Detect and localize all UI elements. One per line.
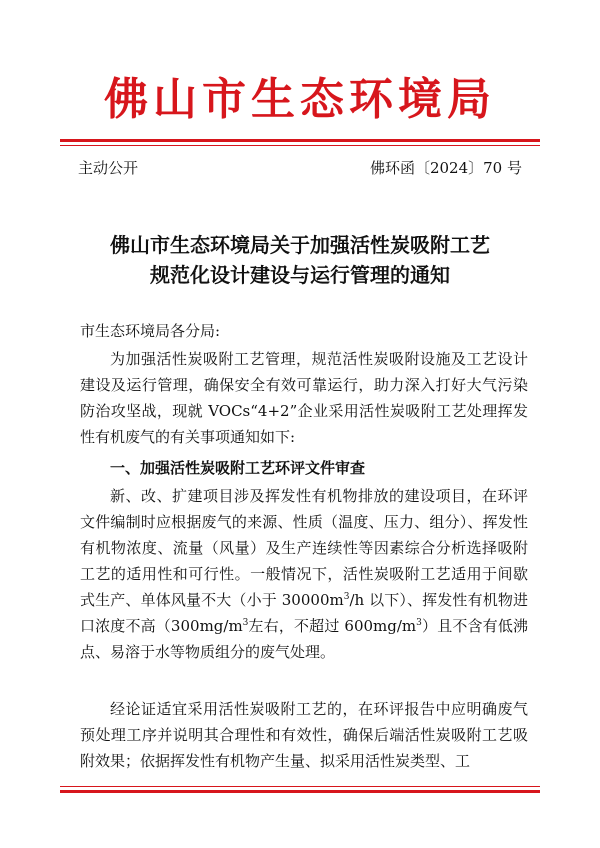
para2-superscript-3: 3 bbox=[416, 618, 422, 628]
footer-red-rule-thin bbox=[60, 786, 540, 787]
paragraph-section1-continued bbox=[80, 696, 528, 774]
para2-superscript-2: 3 bbox=[242, 618, 249, 628]
para2-part3: 左右，不超过 600mg/m bbox=[248, 617, 417, 635]
header-red-rule-thick bbox=[60, 139, 540, 142]
header-red-rule-thin bbox=[60, 145, 540, 146]
document-title-line-1: 佛山市生态环境局关于加强活性炭吸附工艺 bbox=[110, 233, 490, 257]
para2-superscript-1: 3 bbox=[343, 592, 350, 602]
para2-part1: 新、改、扩建项目涉及挥发性有机物排放的建设项目，在环评文件编制时应根据废气的来源、性质（温度、压力、组分）、挥发性有机物浓度、流量（风量）及生产连续性等因素综合分析选择吸附工艺的适用性和可行性。一般情况下，活性炭吸附工艺适用于间歇式生产、单体风量不大（小于 30000m bbox=[80, 487, 528, 609]
para2-part4: ）且不含有低沸点、易溶于水等物质组分的废气处理。 bbox=[80, 617, 528, 661]
paragraph-section1-body bbox=[80, 483, 528, 665]
agency-header-title: 佛山市生态环境局 bbox=[104, 74, 496, 125]
document-title-line-2: 规范化设计建设与运行管理的通知 bbox=[150, 263, 450, 287]
salutation: 市生态环境局各分局: bbox=[80, 322, 221, 340]
footer-red-rule-thick bbox=[60, 790, 540, 793]
section-heading-1: 一、加强活性炭吸附工艺环评文件审查 bbox=[110, 459, 366, 477]
document-number: 佛环函〔2024〕70 号 bbox=[369, 159, 522, 177]
para2-part2: /h 以下）、挥发性有机物进口浓度不高（300mg/m bbox=[80, 591, 529, 635]
paragraph-section1-text bbox=[80, 483, 528, 665]
paragraph-intro-text: 为加强活性炭吸附工艺管理，规范活性炭吸附设施及工艺设计建设及运行管理，确保安全有效可靠运行，助力深入打好大气污染防治攻坚战，现就 VOCs“4+2”企业采用活性炭吸附工艺处理挥发性有机废气的有关事项通知如下: bbox=[80, 350, 528, 446]
paragraph-intro bbox=[80, 346, 528, 450]
disclosure-label: 主动公开 bbox=[78, 159, 139, 177]
paragraph-section1-continued-text: 经论证适宜采用活性炭吸附工艺的，在环评报告中应明确废气预处理工序并说明其合理性和有效性，确保后端活性炭吸附工艺吸附效果；依据挥发性有机物产生量、拟采用活性炭类型、工 bbox=[80, 700, 528, 770]
